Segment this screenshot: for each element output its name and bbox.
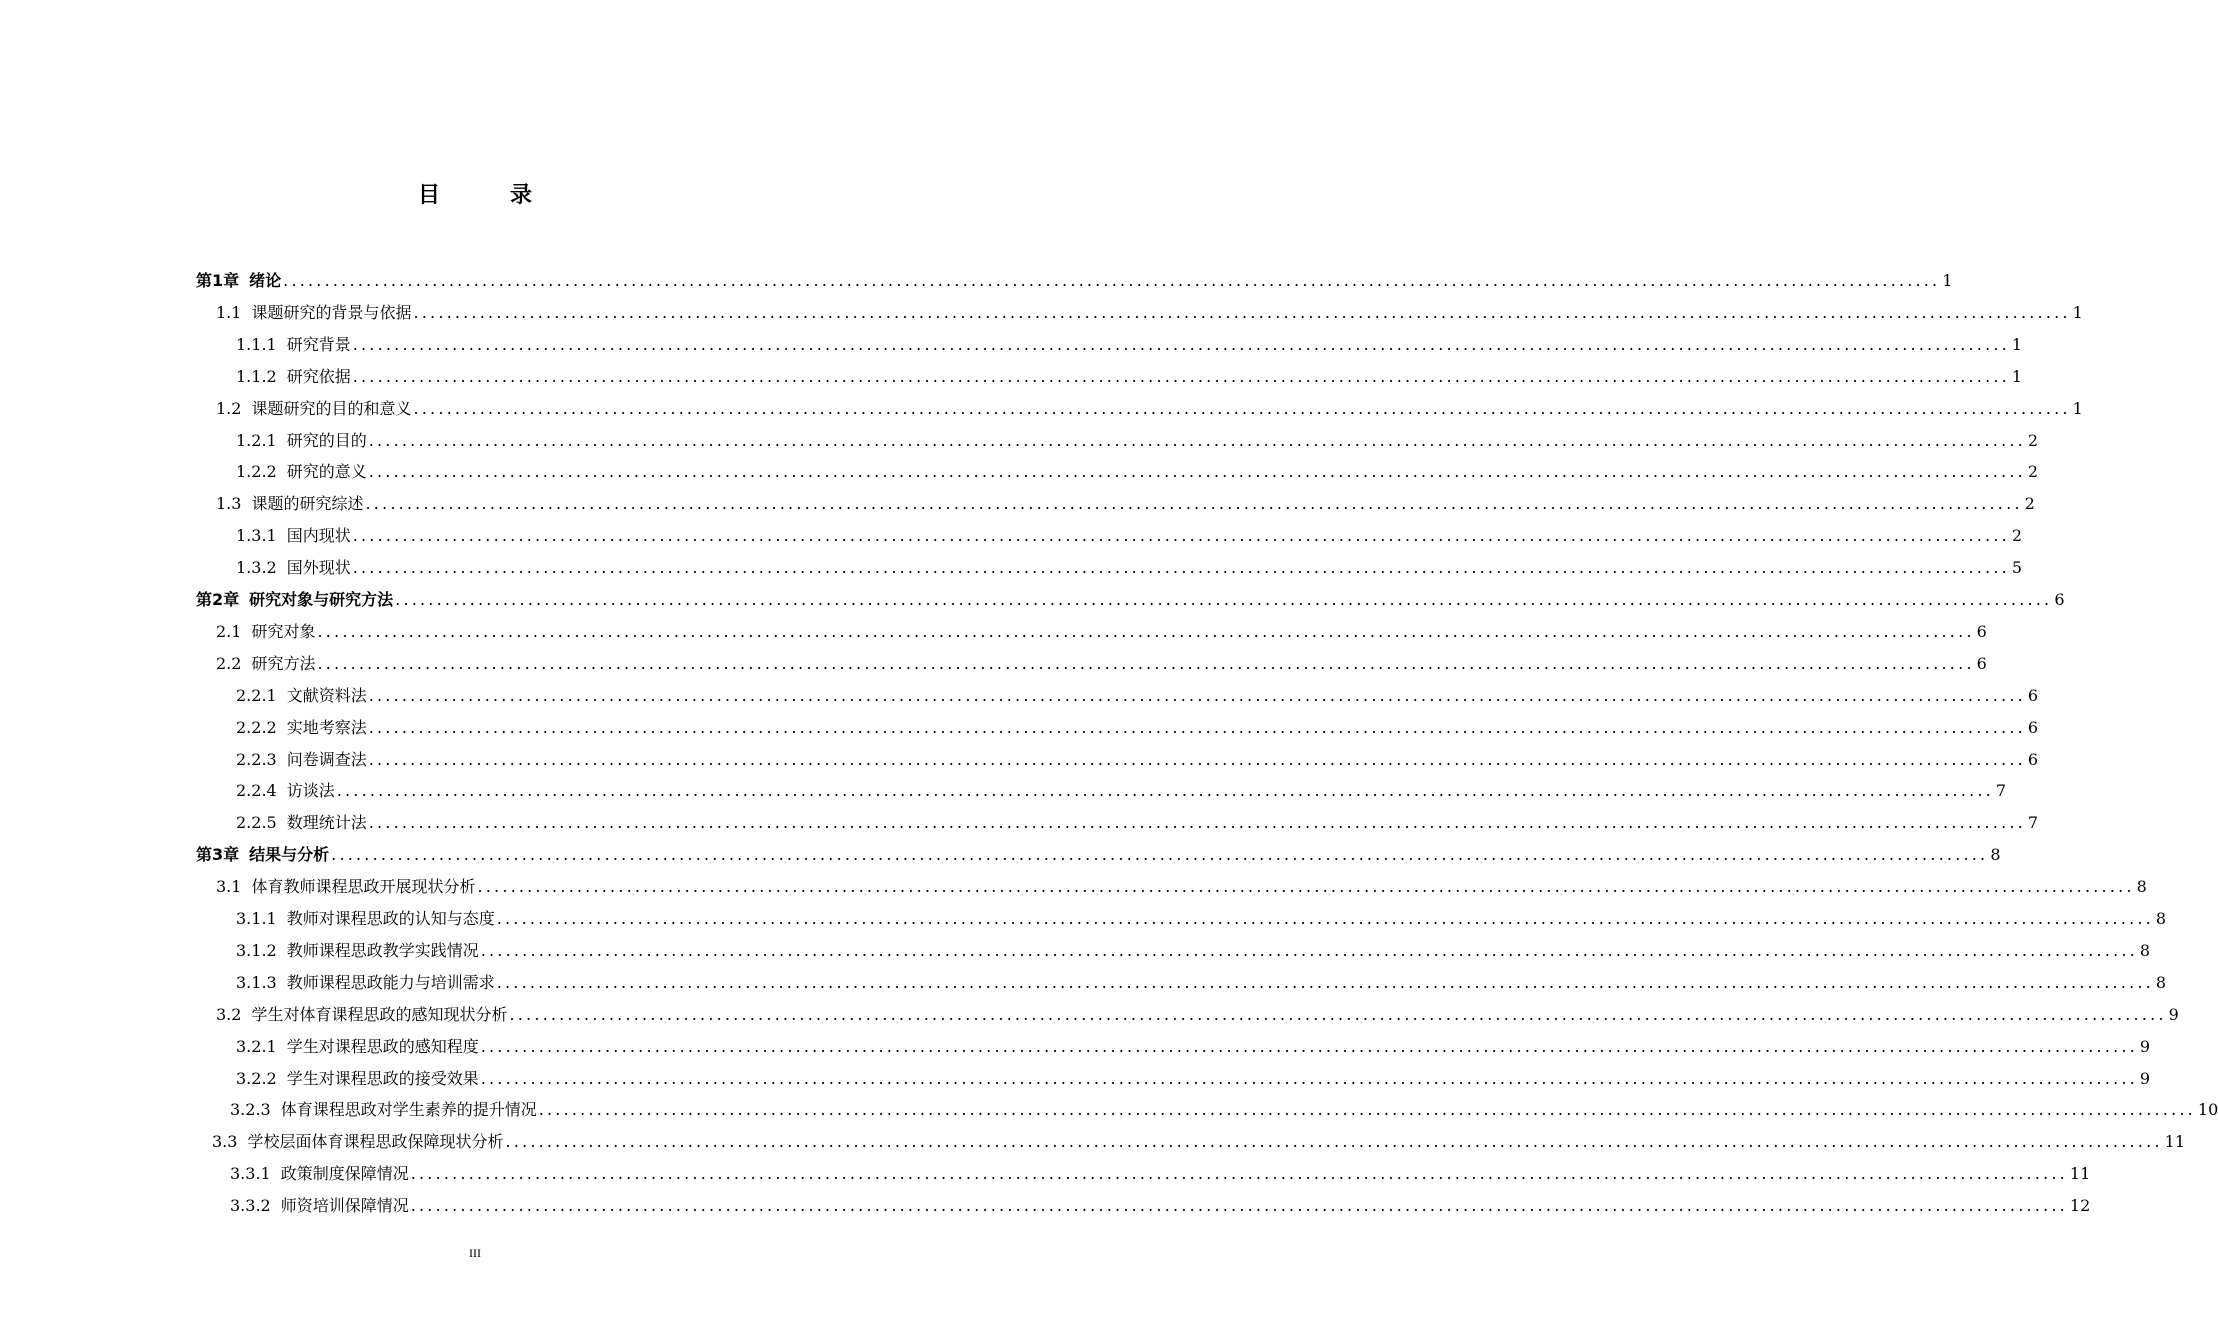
toc-leader-dots: ........................................................................................................................................................................................................ xyxy=(368,685,2026,705)
toc-entry-title: 文献资料法 xyxy=(286,685,367,705)
toc-chapter-entry[interactable] xyxy=(196,265,1953,297)
toc-entry[interactable] xyxy=(236,775,2007,807)
toc-entry-number: 3.3 xyxy=(212,1132,238,1152)
toc-leader-dots: ........................................................................................................................................................................................................ xyxy=(331,845,1989,865)
toc-entry[interactable] xyxy=(230,1190,2091,1222)
toc-entry-number: 3.1.2 xyxy=(236,940,277,960)
toc-entry-page: 11 xyxy=(2069,1164,2091,1184)
toc-entry-title: 数理统计法 xyxy=(286,813,367,833)
toc-leader-dots: ........................................................................................................................................................................................................ xyxy=(365,494,2023,514)
toc-entry-page: 8 xyxy=(2155,909,2167,928)
toc-entry-title: 问卷调查法 xyxy=(286,749,367,769)
toc-entry-number: 1.3 xyxy=(216,494,242,514)
toc-chapter-entry[interactable] xyxy=(196,839,2001,871)
toc-entry-title: 课题研究的目的和意义 xyxy=(251,398,412,418)
toc-entry-title: 课题研究的背景与依据 xyxy=(251,302,412,322)
toc-entry[interactable] xyxy=(236,361,2023,393)
toc-entry-page: 2 xyxy=(2027,462,2039,482)
toc-leader-dots: ........................................................................................................................................................................................................ xyxy=(352,558,2010,578)
toc-leader-dots: ........................................................................................................................................................................................................ xyxy=(368,430,2026,450)
toc-entry-page: 8 xyxy=(2139,940,2151,960)
toc-entry-page: 7 xyxy=(1995,781,2007,801)
toc-entry-title: 研究的意义 xyxy=(286,462,367,482)
toc-entry-title: 研究对象 xyxy=(251,621,316,641)
toc-entry-number: 3.2 xyxy=(216,1004,242,1024)
toc-leader-dots: ........................................................................................................................................................................................................ xyxy=(509,1004,2167,1024)
toc-entry-title: 研究依据 xyxy=(286,366,351,386)
toc-entry-number: 第1章 xyxy=(196,271,240,290)
toc-entry-title: 访谈法 xyxy=(286,781,335,801)
toc-entry-title: 绪论 xyxy=(249,271,282,290)
toc-entry[interactable] xyxy=(236,456,2039,488)
toc-entry-title: 教师课程思政教学实践情况 xyxy=(286,940,479,960)
toc-leader-dots: ........................................................................................................................................................................................................ xyxy=(480,1068,2138,1088)
toc-entry-page: 9 xyxy=(2139,1036,2151,1056)
toc-entry-page: 2 xyxy=(2011,526,2023,546)
toc-entry-number: 2.2.2 xyxy=(236,717,277,737)
toc-entry-page: 10 xyxy=(2197,1100,2218,1120)
toc-entry-number: 第3章 xyxy=(196,845,240,865)
toc-entry[interactable] xyxy=(216,297,2083,329)
toc-entry[interactable] xyxy=(236,744,2039,776)
toc-leader-dots: ........................................................................................................................................................................................................ xyxy=(368,717,2026,737)
toc-entry-title: 学生对课程思政的感知程度 xyxy=(286,1036,479,1056)
toc-entry-page: 6 xyxy=(2027,717,2039,737)
toc-entry-number: 2.2.5 xyxy=(236,813,277,833)
toc-leader-dots: ........................................................................................................................................................................................................ xyxy=(368,813,2026,833)
toc-leader-dots: ........................................................................................................................................................................................................ xyxy=(352,334,2010,354)
toc-leader-dots: ........................................................................................................................................................................................................ xyxy=(480,1036,2138,1056)
toc-entry-page: 1 xyxy=(2011,334,2023,354)
toc-leader-dots: ........................................................................................................................................................................................................ xyxy=(505,1132,2163,1152)
toc-entry-page: 2 xyxy=(2027,430,2039,450)
toc-entry-number: 1.2.1 xyxy=(236,430,277,450)
toc-entry-title: 体育课程思政对学生素养的提升情况 xyxy=(280,1100,537,1120)
toc-entry-number: 3.2.3 xyxy=(230,1100,271,1120)
toc-leader-dots: ........................................................................................................................................................................................................ xyxy=(410,1196,2068,1216)
toc-leader-dots: ........................................................................................................................................................................................................ xyxy=(368,462,2026,482)
toc-entry[interactable] xyxy=(236,1063,2151,1095)
toc-leader-dots: ........................................................................................................................................................................................................ xyxy=(317,621,1975,641)
toc-entry-number: 3.1.3 xyxy=(236,972,277,992)
toc-entry-number: 2.2 xyxy=(216,653,242,673)
toc-entry-title: 学生对体育课程思政的感知现状分析 xyxy=(251,1004,508,1024)
toc-entry-number: 3.1.1 xyxy=(236,909,277,928)
toc-entry-title: 政策制度保障情况 xyxy=(280,1164,409,1184)
toc-leader-dots: ........................................................................................................................................................................................................ xyxy=(317,653,1975,673)
toc-entry-title: 学生对课程思政的接受效果 xyxy=(286,1068,479,1088)
toc-entry-page: 7 xyxy=(2027,813,2039,833)
toc-entry-number: 3.2.1 xyxy=(236,1036,277,1056)
toc-entry-number: 3.3.2 xyxy=(230,1196,271,1216)
toc-entry[interactable] xyxy=(216,393,2083,425)
toc-entry[interactable] xyxy=(230,1094,2218,1126)
toc-entry-number: 1.1.2 xyxy=(236,366,277,386)
toc-entry[interactable] xyxy=(216,871,2147,903)
toc-entry-page: 6 xyxy=(2054,590,2065,609)
toc-entry[interactable] xyxy=(236,1031,2151,1063)
toc-entry-page: 1 xyxy=(2011,366,2023,386)
toc-entry-number: 3.1 xyxy=(216,877,242,897)
toc-entry-number: 3.2.2 xyxy=(236,1068,277,1088)
toc-entry[interactable] xyxy=(230,1158,2091,1190)
toc-entry[interactable] xyxy=(216,999,2179,1031)
toc-entry-number: 1.2 xyxy=(216,398,242,418)
toc-leader-dots: ........................................................................................................................................................................................................ xyxy=(368,749,2026,769)
page-title: 目 录 xyxy=(417,183,556,208)
toc-entry-page: 11 xyxy=(2164,1132,2186,1152)
toc-entry-page: 6 xyxy=(2027,749,2039,769)
toc-leader-dots: ........................................................................................................................................................................................................ xyxy=(410,1164,2068,1184)
toc-entry-page: 12 xyxy=(2069,1196,2091,1216)
page-number: III xyxy=(469,1246,481,1260)
toc-entry-number: 2.2.3 xyxy=(236,749,277,769)
toc-entry-title: 学校层面体育课程思政保障现状分析 xyxy=(247,1132,504,1152)
toc-entry-page: 6 xyxy=(1976,621,1987,641)
toc-entry-page: 8 xyxy=(2155,972,2167,992)
toc-entry[interactable] xyxy=(236,520,2023,552)
toc-leader-dots: ........................................................................................................................................................................................................ xyxy=(352,526,2010,546)
toc-entry-title: 教师课程思政能力与培训需求 xyxy=(286,972,495,992)
toc-entry-number: 2.2.4 xyxy=(236,781,277,801)
toc-entry-number: 1.3.2 xyxy=(236,558,277,578)
toc-entry-title: 体育教师课程思政开展现状分析 xyxy=(251,877,476,897)
toc-entry[interactable] xyxy=(216,488,2035,520)
toc-entry-title: 研究背景 xyxy=(286,334,351,354)
toc-entry[interactable] xyxy=(236,903,2167,935)
toc-entry-title: 结果与分析 xyxy=(249,845,330,865)
toc-entry-title: 研究的目的 xyxy=(286,430,367,450)
toc-entry-title: 国外现状 xyxy=(286,558,351,578)
toc-entry-number: 1.3.1 xyxy=(236,526,277,546)
toc-entry[interactable] xyxy=(236,935,2151,967)
toc-entry-title: 实地考察法 xyxy=(286,717,367,737)
toc-entry-number: 第2章 xyxy=(196,590,240,609)
toc-entry-title: 研究对象与研究方法 xyxy=(249,590,394,609)
toc-entry-page: 8 xyxy=(1990,845,2001,865)
toc-entry-page: 1 xyxy=(2072,398,2083,418)
toc-entry-page: 9 xyxy=(2139,1068,2151,1088)
toc-entry-page: 2 xyxy=(2024,494,2035,514)
toc-leader-dots: ........................................................................................................................................................................................................ xyxy=(496,972,2154,992)
toc-entry[interactable] xyxy=(236,807,2039,839)
toc-leader-dots: ........................................................................................................................................................................................................ xyxy=(480,940,2138,960)
toc-entry-title: 课题的研究综述 xyxy=(251,494,364,514)
toc-entry-title: 师资培训保障情况 xyxy=(280,1196,409,1216)
toc-entry[interactable] xyxy=(236,425,2039,457)
toc-leader-dots: ........................................................................................................................................................................................................ xyxy=(413,398,2071,418)
toc-entry-number: 2.1 xyxy=(216,621,242,641)
toc-entry-page: 6 xyxy=(2027,685,2039,705)
toc-entry-title: 研究方法 xyxy=(251,653,316,673)
toc-entry[interactable] xyxy=(216,616,1987,648)
toc-entry[interactable] xyxy=(236,552,2023,584)
toc-entry-page: 1 xyxy=(2072,302,2083,322)
toc-entry[interactable] xyxy=(236,329,2023,361)
toc-entry-number: 1.2.2 xyxy=(236,462,277,482)
toc-entry[interactable] xyxy=(236,680,2039,712)
toc-entry-page: 8 xyxy=(2136,877,2147,897)
toc-leader-dots: ........................................................................................................................................................................................................ xyxy=(352,366,2010,386)
toc-entry-page: 1 xyxy=(1942,271,1953,290)
toc-entry-number: 1.1 xyxy=(216,302,242,322)
toc-entry-title: 教师对课程思政的认知与态度 xyxy=(286,909,495,928)
toc-entry[interactable] xyxy=(216,648,1987,680)
toc-leader-dots: ........................................................................................................................................................................................................ xyxy=(538,1100,2196,1120)
toc-leader-dots: ........................................................................................................................................................................................................ xyxy=(283,271,1941,290)
toc-leader-dots: ........................................................................................................................................................................................................ xyxy=(395,590,2053,609)
toc-leader-dots: ........................................................................................................................................................................................................ xyxy=(496,909,2154,928)
toc-entry[interactable] xyxy=(212,1126,2186,1158)
toc-entry-number: 3.3.1 xyxy=(230,1164,271,1184)
toc-entry-number: 1.1.1 xyxy=(236,334,277,354)
toc-entry-page: 6 xyxy=(1976,653,1987,673)
toc-entry-number: 2.2.1 xyxy=(236,685,277,705)
toc-chapter-entry[interactable] xyxy=(196,584,2065,616)
toc-entry[interactable] xyxy=(236,967,2167,999)
toc-entry[interactable] xyxy=(236,712,2039,744)
toc-entry-page: 5 xyxy=(2011,558,2023,578)
toc-leader-dots: ........................................................................................................................................................................................................ xyxy=(336,781,1994,801)
toc-entry-page: 9 xyxy=(2168,1004,2179,1024)
toc-leader-dots: ........................................................................................................................................................................................................ xyxy=(413,302,2071,322)
toc-entry-title: 国内现状 xyxy=(286,526,351,546)
toc-leader-dots: ........................................................................................................................................................................................................ xyxy=(477,877,2135,897)
